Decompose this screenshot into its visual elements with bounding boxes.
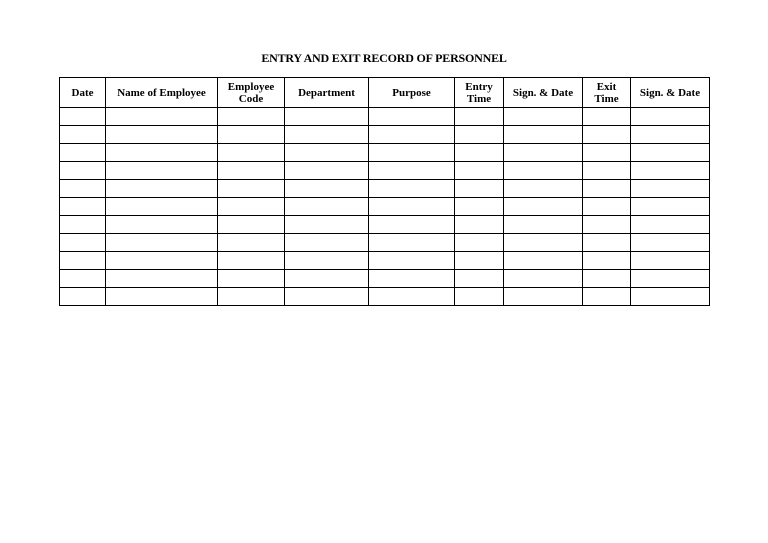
table-cell [60, 252, 106, 270]
table-cell [369, 198, 455, 216]
table-cell [583, 126, 631, 144]
table-cell [631, 108, 710, 126]
record-table [59, 77, 710, 306]
table-cell [583, 198, 631, 216]
table-cell [455, 252, 504, 270]
table-cell [369, 216, 455, 234]
table-row [60, 144, 710, 162]
table-cell [285, 144, 369, 162]
table-cell [455, 180, 504, 198]
table-cell [455, 288, 504, 306]
table-cell [106, 234, 218, 252]
table-row [60, 216, 710, 234]
table-cell [631, 162, 710, 180]
table-cell [369, 270, 455, 288]
table-cell [106, 288, 218, 306]
column-header-label: Employee [227, 80, 275, 93]
column-header-label: Name of Employee [117, 86, 206, 99]
table-row [60, 234, 710, 252]
table-cell [631, 216, 710, 234]
table-header-row [60, 78, 710, 108]
table-cell [60, 216, 106, 234]
table-cell [218, 270, 285, 288]
table-cell [218, 252, 285, 270]
table-cell [60, 144, 106, 162]
table-row [60, 198, 710, 216]
table-cell [218, 180, 285, 198]
table-cell [583, 288, 631, 306]
table-row [60, 180, 710, 198]
table-cell [60, 126, 106, 144]
table-cell [285, 270, 369, 288]
table-cell [285, 198, 369, 216]
table-cell [369, 252, 455, 270]
table-cell [583, 216, 631, 234]
table-cell [106, 180, 218, 198]
table-cell [106, 144, 218, 162]
column-header-label: Code [238, 92, 264, 105]
table-row [60, 126, 710, 144]
column-header-label: Time [594, 92, 619, 105]
table-cell [504, 180, 583, 198]
table-cell [369, 144, 455, 162]
column-header [455, 78, 504, 108]
table-cell [504, 234, 583, 252]
table-row [60, 162, 710, 180]
table-cell [60, 234, 106, 252]
table-cell [285, 252, 369, 270]
table-cell [218, 108, 285, 126]
table-cell [369, 108, 455, 126]
table-cell [631, 144, 710, 162]
column-header [583, 78, 631, 108]
table-cell [60, 108, 106, 126]
table-cell [583, 162, 631, 180]
column-header [369, 78, 455, 108]
table-cell [583, 270, 631, 288]
table-cell [218, 234, 285, 252]
table-cell [631, 126, 710, 144]
table-cell [504, 144, 583, 162]
table-row [60, 108, 710, 126]
table-cell [369, 180, 455, 198]
table-cell [285, 216, 369, 234]
table-cell [106, 108, 218, 126]
table-cell [504, 126, 583, 144]
table-cell [60, 162, 106, 180]
table-cell [455, 216, 504, 234]
table-cell [455, 198, 504, 216]
table-cell [583, 180, 631, 198]
table-cell [455, 126, 504, 144]
table-row [60, 270, 710, 288]
table-cell [455, 162, 504, 180]
table-cell [60, 288, 106, 306]
table-cell [285, 234, 369, 252]
table-row [60, 252, 710, 270]
table-cell [218, 162, 285, 180]
table-cell [631, 234, 710, 252]
column-header [218, 78, 285, 108]
table-cell [504, 216, 583, 234]
column-header-label: Sign. & Date [639, 86, 701, 99]
column-header [504, 78, 583, 108]
table-cell [583, 234, 631, 252]
column-header [60, 78, 106, 108]
table-cell [218, 198, 285, 216]
column-header-label: Department [298, 86, 355, 99]
table-row [60, 288, 710, 306]
column-header-label: Date [71, 86, 94, 99]
table-cell [285, 108, 369, 126]
table-cell [631, 180, 710, 198]
table-cell [285, 126, 369, 144]
table-cell [106, 216, 218, 234]
table-cell [583, 144, 631, 162]
table-cell [106, 126, 218, 144]
column-header [285, 78, 369, 108]
table-cell [455, 234, 504, 252]
table-cell [631, 252, 710, 270]
table-cell [504, 162, 583, 180]
table-cell [106, 162, 218, 180]
table-cell [631, 270, 710, 288]
table-cell [504, 288, 583, 306]
table-cell [60, 180, 106, 198]
table-cell [60, 198, 106, 216]
table-cell [504, 108, 583, 126]
table-cell [369, 162, 455, 180]
column-header-label: Sign. & Date [512, 86, 574, 99]
table-cell [631, 288, 710, 306]
column-header [106, 78, 218, 108]
table-cell [504, 198, 583, 216]
page-title: ENTRY AND EXIT RECORD OF PERSONNEL [261, 51, 507, 65]
table-cell [504, 252, 583, 270]
table-cell [285, 288, 369, 306]
table-cell [583, 108, 631, 126]
table-body [60, 108, 710, 306]
table-cell [106, 252, 218, 270]
column-header-label: Exit [596, 80, 617, 93]
column-header-label: Time [466, 92, 492, 105]
table-cell [285, 162, 369, 180]
table-cell [455, 108, 504, 126]
table-cell [60, 270, 106, 288]
table-cell [631, 198, 710, 216]
table-cell [285, 180, 369, 198]
table-cell [106, 198, 218, 216]
table-cell [218, 288, 285, 306]
column-header-label: Purpose [392, 86, 431, 99]
table-cell [106, 270, 218, 288]
column-header [631, 78, 710, 108]
table-cell [369, 126, 455, 144]
table-cell [455, 144, 504, 162]
table-cell [583, 252, 631, 270]
table-cell [455, 270, 504, 288]
table-cell [369, 234, 455, 252]
table-cell [504, 270, 583, 288]
column-header-label: Entry [465, 80, 493, 93]
table-cell [369, 288, 455, 306]
table-cell [218, 216, 285, 234]
table-cell [218, 126, 285, 144]
table-cell [218, 144, 285, 162]
